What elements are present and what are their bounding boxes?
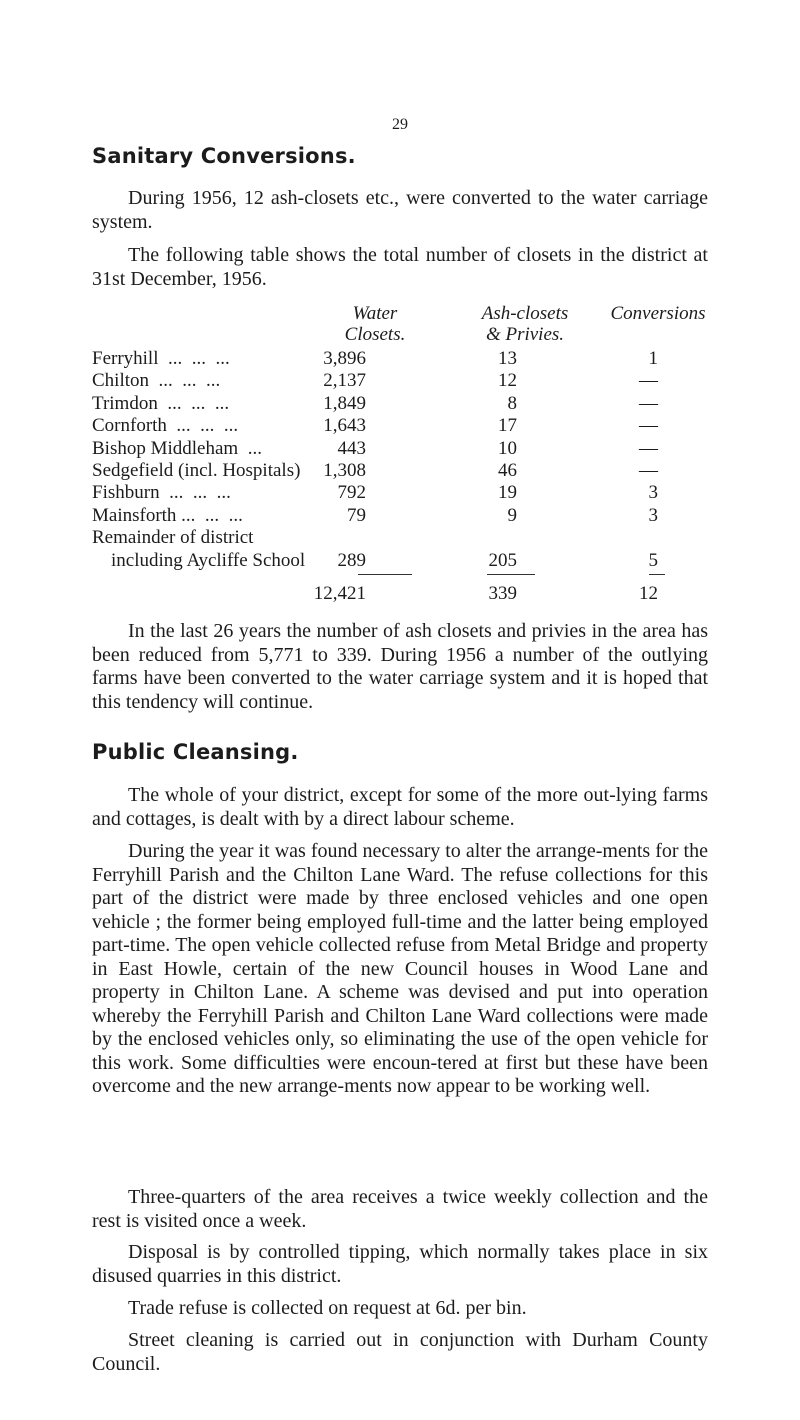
cleansing-paragraph-4-text: Disposal is by controlled tipping, which normally takes place in six disused quarries in this district. [92, 1241, 708, 1287]
row-conversions: — [639, 392, 658, 414]
header-conv-label: Conversions [610, 303, 706, 324]
row-ash-closets: 13 [498, 348, 517, 369]
cleansing-paragraph-1-text: The whole of your district, except for some of the more out-lying farms and cottages, is dealt with by a direct labour scheme. [92, 784, 708, 830]
row-ash-closets: 10 [498, 437, 517, 459]
table-row [92, 348, 712, 372]
row-water-closets: 1,308 [323, 460, 366, 481]
header-water-line1: Water [352, 303, 398, 324]
sanitary-paragraph-2 [92, 244, 708, 291]
row-conversions: — [639, 437, 658, 459]
row-place-name: including Aycliffe School [92, 549, 306, 571]
row-ash-closets: 17 [498, 415, 517, 437]
table-row [92, 527, 712, 551]
table-row [92, 550, 712, 574]
row-conversions: — [639, 415, 658, 437]
row-water-closets: 289 [337, 549, 366, 571]
table-row [92, 370, 712, 394]
cleansing-paragraph-2 [92, 840, 708, 1099]
table-row [92, 505, 712, 529]
sanitary-conversions-heading: Sanitary Conversions. [92, 144, 356, 168]
cleansing-paragraph-5 [92, 1297, 708, 1321]
sanitary-paragraph-3-text: In the last 26 years the number of ash closets and privies in the area has been reduced from 5,771 to 339. During 1956 a number of the outlying farms have been converted to the water carriage system and it is hoped that this tendency will continue. [92, 620, 708, 713]
total-rule-water [358, 574, 412, 575]
row-ash-closets: 8 [507, 392, 517, 414]
sanitary-paragraph-2-text: The following table shows the total number of closets in the district at 31st December, 1956. [92, 244, 708, 290]
row-ash-closets: 12 [498, 370, 517, 392]
row-conversions: 5 [648, 549, 658, 571]
row-place-name: Chilton ... ... ... [92, 370, 221, 392]
row-conversions: 1 [648, 348, 658, 369]
row-place-name: Bishop Middleham ... [92, 437, 262, 459]
cleansing-paragraph-6 [92, 1329, 708, 1376]
page-number: 29 [392, 116, 408, 133]
row-place-name: Remainder of district [92, 527, 254, 549]
row-ash-closets: 19 [498, 482, 517, 504]
header-conversions [598, 303, 718, 324]
row-conversions: 3 [648, 482, 658, 504]
row-ash-closets: 9 [507, 504, 517, 526]
totals-row [92, 583, 712, 607]
cleansing-paragraph-3 [92, 1186, 708, 1233]
table-row [92, 460, 712, 484]
sanitary-paragraph-1-text: During 1956, 12 ash-closets etc., were converted to the water carriage system. [92, 187, 708, 233]
row-ash-closets: 205 [488, 549, 517, 571]
total-conversions: 12 [639, 583, 658, 604]
cleansing-paragraph-1 [92, 784, 708, 831]
table-row [92, 415, 712, 439]
table-row [92, 482, 712, 506]
row-water-closets: 1,643 [323, 415, 366, 437]
sanitary-paragraph-1 [92, 187, 708, 234]
row-water-closets: 79 [347, 504, 366, 526]
cleansing-paragraph-4 [92, 1241, 708, 1288]
row-conversions: — [639, 370, 658, 392]
row-conversions: 3 [648, 504, 658, 526]
row-place-name: Cornforth ... ... ... [92, 415, 239, 437]
row-water-closets: 443 [337, 437, 366, 459]
row-water-closets: 3,896 [323, 348, 366, 369]
cleansing-paragraph-5-text: Trade refuse is collected on request at 6d. per bin. [128, 1297, 527, 1319]
row-water-closets: 1,849 [323, 392, 366, 414]
header-ash-closets [460, 303, 590, 345]
public-cleansing-heading: Public Cleansing. [92, 740, 299, 764]
header-ash-line1: Ash-closets [481, 303, 569, 324]
cleansing-paragraph-2-text: During the year it was found necessary to alter the arrange-ments for the Ferryhill Parish and the Chilton Lane Ward. The refuse collections for this part of the district were made by three enclosed vehicles and one open vehicle ; the former being employed full-time and the latter being employed part-time. The open vehicle collected refuse from Metal Bridge and property in East Howle, certain of the new Council houses in Wood Lane and property in Chilton Lane. A scheme was devised and put into operation whereby the Ferryhill Parish and Chilton Lane Ward collections were made by the enclosed vehicles only, so eliminating the use of the open vehicle for this work. Some difficulties were encoun-tered at first but these have been overcome and the new arrange-ments now appear to be working well. [92, 840, 708, 1097]
row-water-closets: 2,137 [323, 370, 366, 392]
total-rule-conv [649, 574, 665, 575]
row-place-name: Ferryhill ... ... ... [92, 348, 230, 369]
row-water-closets: 792 [337, 482, 366, 504]
header-water-closets [335, 303, 415, 345]
header-ash-line2: & Privies. [485, 324, 565, 345]
row-ash-closets: 46 [498, 460, 517, 481]
sanitary-paragraph-3 [92, 620, 708, 714]
row-conversions: — [639, 460, 658, 481]
header-water-line2: Closets. [344, 324, 406, 345]
total-rule-ash [487, 574, 535, 575]
row-place-name: Sedgefield (incl. Hospitals) [92, 460, 301, 481]
row-place-name: Mainsforth ... ... ... [92, 504, 243, 526]
row-place-name: Trimdon ... ... ... [92, 392, 230, 414]
cleansing-paragraph-3-text: Three-quarters of the area receives a twice weekly collection and the rest is visited once a week. [92, 1186, 708, 1232]
cleansing-paragraph-6-text: Street cleaning is carried out in conjunction with Durham County Council. [92, 1329, 708, 1375]
total-ash: 339 [488, 583, 517, 604]
total-water: 12,421 [313, 583, 366, 604]
table-row [92, 438, 712, 462]
row-place-name: Fishburn ... ... ... [92, 482, 231, 504]
table-row [92, 393, 712, 417]
